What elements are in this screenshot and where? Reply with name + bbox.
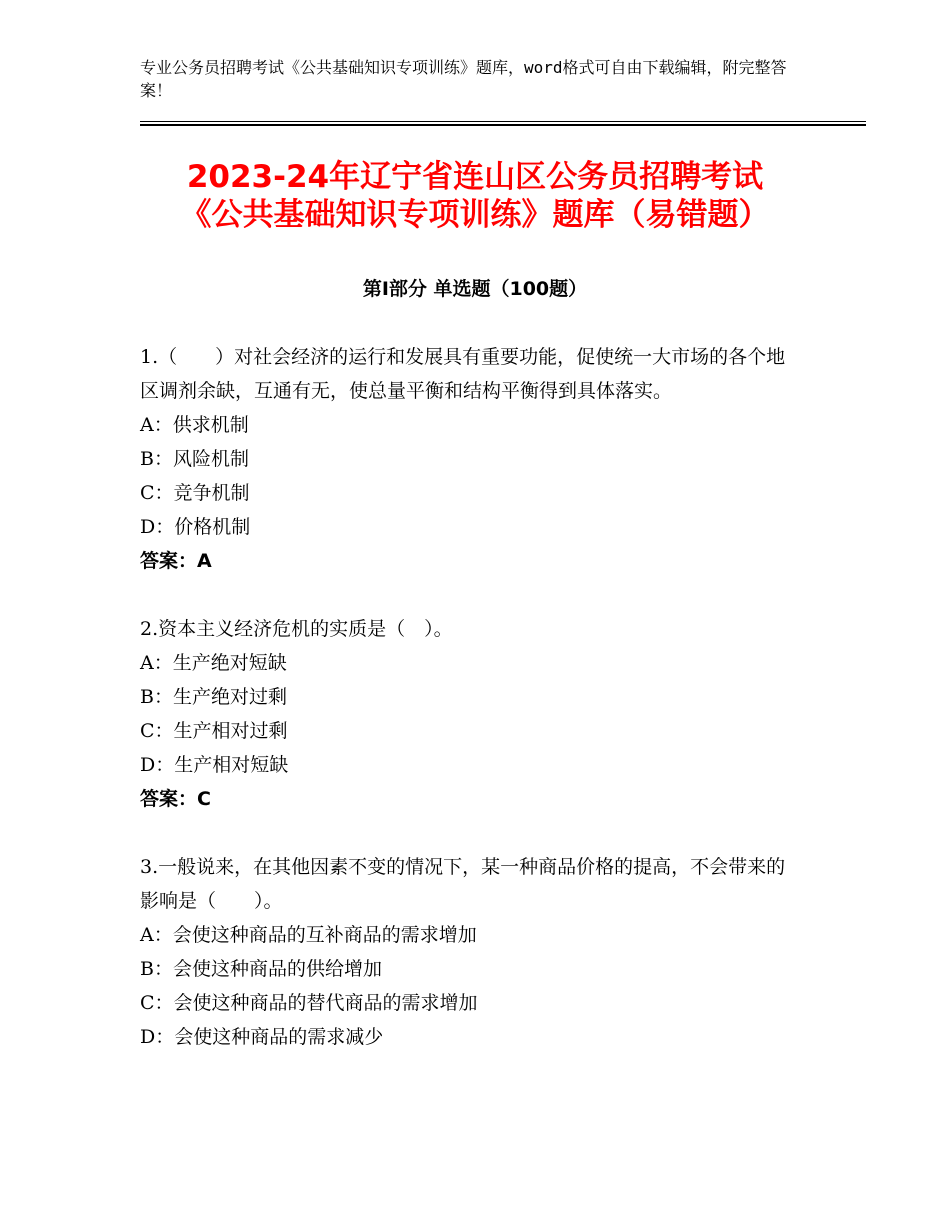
option-a: A：供求机制: [140, 414, 249, 436]
section-heading: 第I部分 单选题（100题）: [362, 278, 588, 300]
option-c: C：竞争机制: [140, 482, 250, 504]
option-c: C：会使这种商品的替代商品的需求增加: [140, 992, 478, 1014]
header-note: 专业公务员招聘考试《公共基础知识专项训练》题库，word格式可自由下载编辑，附完整答案！: [140, 58, 787, 100]
question-1: [140, 340, 800, 578]
option-b: B：会使这种商品的供给增加: [140, 958, 382, 980]
question-list: [140, 340, 800, 1054]
question-stem: 3.一般说来，在其他因素不变的情况下，某一种商品价格的提高，不会带来的影响是（ ）。: [140, 856, 786, 912]
option-a: A：生产绝对短缺: [140, 652, 287, 674]
document-title-line-1: 2023-24年辽宁省连山区公务员招聘考试: [186, 159, 764, 195]
header-rule-thin: [140, 121, 866, 122]
header-rule-thick: [140, 124, 866, 126]
document-title-line-2: 《公共基础知识专项训练》题库（易错题）: [180, 197, 770, 233]
option-b: B：风险机制: [140, 448, 249, 470]
option-b: B：生产绝对过剩: [140, 686, 287, 708]
option-c: C：生产相对过剩: [140, 720, 288, 742]
option-a: A：会使这种商品的互补商品的需求增加: [140, 924, 477, 946]
question-stem: 1.（ ）对社会经济的运行和发展具有重要功能，促使统一大市场的各个地区调剂余缺，互通有无，使总量平衡和结构平衡得到具体落实。: [140, 346, 786, 402]
question-2: [140, 612, 800, 816]
document-title: [110, 158, 840, 234]
answer-line: 答案：C: [140, 788, 211, 810]
option-d: D：价格机制: [140, 516, 251, 538]
question-3: [140, 850, 800, 1054]
option-d: D：会使这种商品的需求减少: [140, 1026, 384, 1048]
question-stem: 2.资本主义经济危机的实质是（ ）。: [140, 618, 453, 640]
answer-line: 答案：A: [140, 550, 212, 572]
option-d: D：生产相对短缺: [140, 754, 289, 776]
